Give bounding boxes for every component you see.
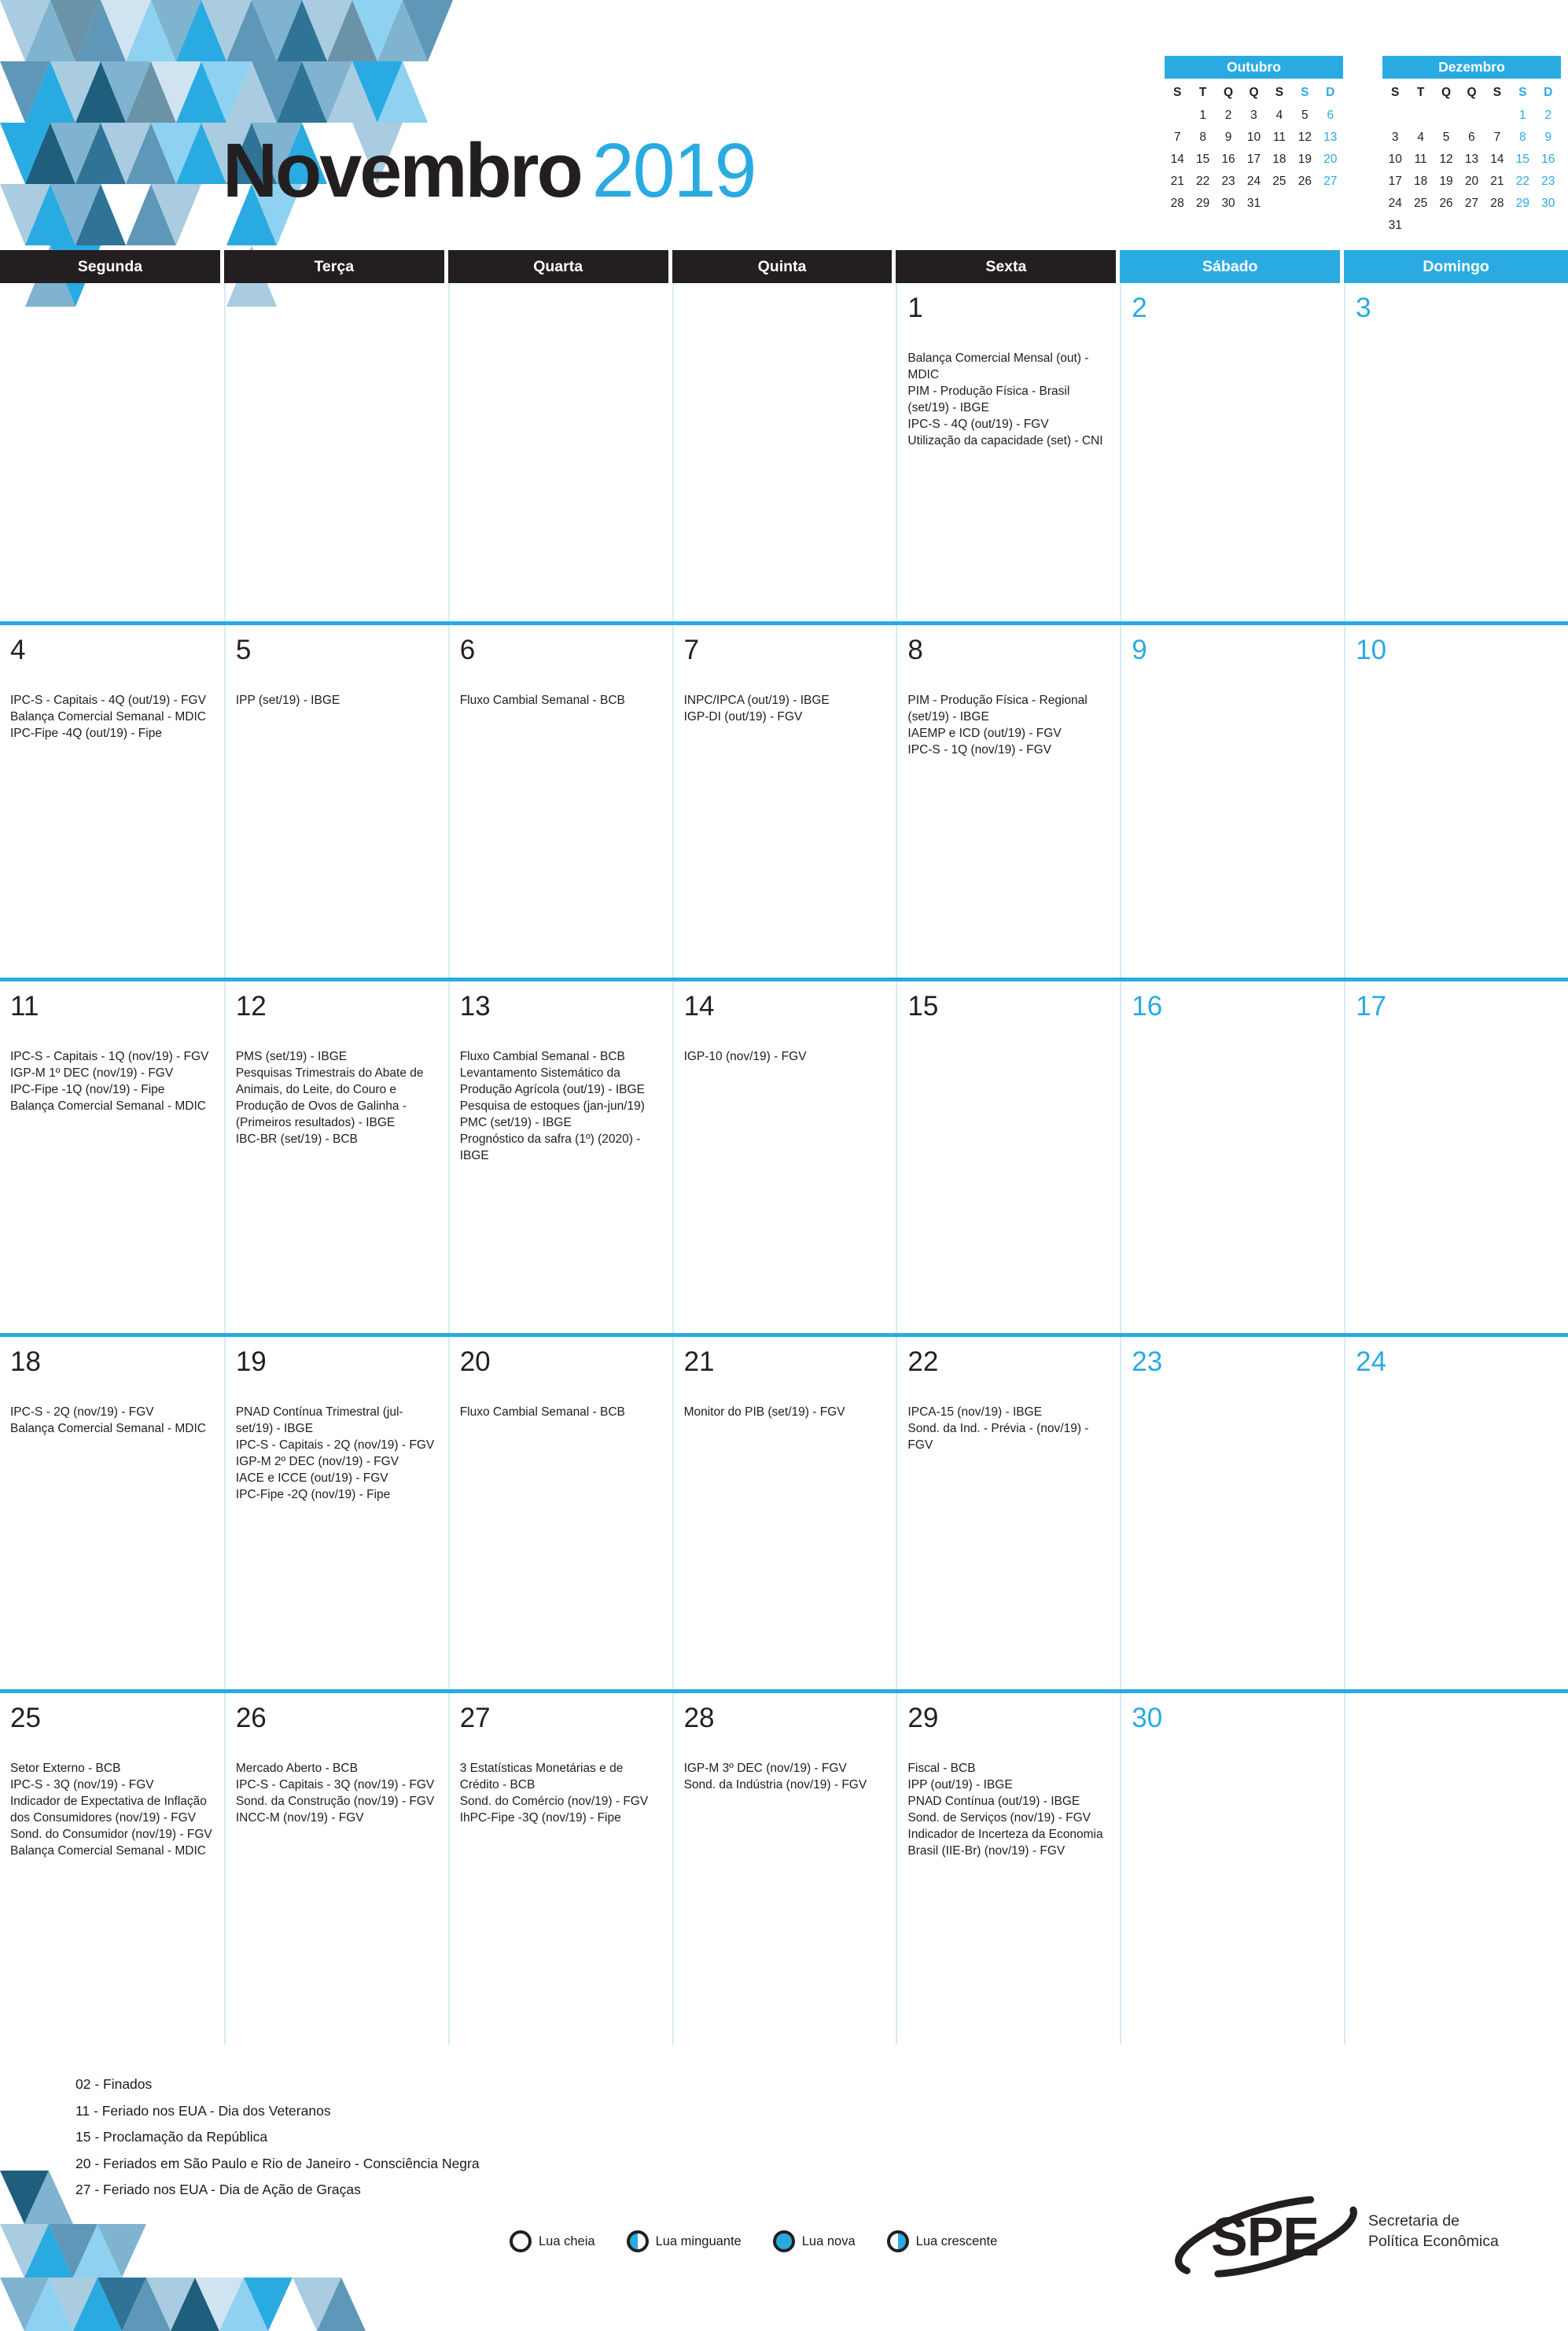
mini-date: 30 (1541, 197, 1555, 210)
event-item: IhPC-Fipe -3Q (nov/19) - Fipe (459, 1811, 621, 1825)
mini-date (1485, 105, 1510, 127)
year-title: 2019 (591, 127, 756, 213)
day-events (907, 1404, 1112, 1453)
event-item: IPCA-15 (nov/19) - IBGE (907, 1405, 1042, 1419)
event-item: Monitor do PIB (set/19) - FGV (683, 1405, 845, 1419)
event-item: IPC-Fipe -2Q (nov/19) - Fipe (235, 1488, 391, 1502)
mini-date: 22 (1515, 175, 1529, 188)
day-number: 16 (1132, 991, 1163, 1022)
moon-new-icon (773, 2230, 795, 2252)
event-item: IPP (out/19) - IBGE (907, 1778, 1013, 1792)
event-item: Indicador de Incerteza da Economia Brasil (IIE-Br) (nov/19) - FGV (907, 1828, 1103, 1858)
holiday-note: 11 - Feriado nos EUA - Dia dos Veteranos (75, 2102, 331, 2119)
moon-phase-legend (510, 2230, 997, 2252)
event-item: Sond. da Construção (nov/19) - FGV (235, 1795, 435, 1809)
event-item: INPC/IPCA (out/19) - IBGE (683, 694, 830, 707)
event-item: Utilização da capacidade (set) - CNI (907, 434, 1103, 448)
mini-date: 4 (1417, 131, 1424, 144)
day-cell-9 (1120, 625, 1344, 978)
mini-date: 6 (1468, 131, 1475, 144)
event-item: Sond. da Ind. - Prévia - (nov/19) - FGV (907, 1422, 1089, 1453)
day-number: 26 (235, 1703, 267, 1733)
mini-calendar-grid (1165, 81, 1343, 215)
day-events (236, 1404, 440, 1503)
day-number: 28 (683, 1703, 715, 1733)
day-cell-19 (224, 1337, 448, 1689)
weekday-header-row (0, 250, 1568, 283)
mini-date: 11 (1414, 153, 1427, 166)
mini-weekday-letter: S (1518, 86, 1527, 99)
event-item: Prognóstico da safra (1º) (2020) - IBGE (459, 1132, 641, 1163)
event-item: PIM - Produção Física - Brasil (set/19) - IBGE (907, 385, 1070, 415)
day-events (236, 692, 440, 709)
mini-date: 18 (1414, 175, 1428, 188)
mini-date: 21 (1490, 175, 1504, 188)
mini-date: 8 (1519, 131, 1526, 144)
day-cell-12 (224, 981, 448, 1333)
mini-weekday-letter: T (1416, 86, 1425, 99)
mini-date: 16 (1221, 153, 1235, 166)
day-cell-27 (448, 1693, 672, 2045)
mini-weekday-letter: D (1544, 86, 1553, 99)
event-item: Balança Comercial Semanal - MDIC (10, 1099, 206, 1114)
event-item: IPC-S - Capitais - 3Q (nov/19) - FGV (235, 1778, 435, 1792)
mini-date: 3 (1391, 131, 1399, 144)
moon-label: Lua crescente (915, 2233, 998, 2248)
mini-date (1292, 193, 1317, 215)
day-number: 1 (907, 293, 923, 323)
day-cell-15 (896, 981, 1120, 1333)
day-events (236, 1048, 440, 1147)
event-item: IGP-DI (out/19) - FGV (683, 710, 803, 724)
day-cell-empty (1344, 1693, 1568, 2045)
moon-waxing-icon (887, 2230, 909, 2252)
day-number: 8 (907, 635, 923, 665)
mini-date: 18 (1272, 153, 1286, 166)
day-cell-24 (1344, 1337, 1568, 1689)
mini-date (1165, 105, 1190, 127)
mini-date: 11 (1272, 131, 1286, 144)
event-item: PMS (set/19) - IBGE (235, 1050, 348, 1063)
event-item: IGP-10 (nov/19) - FGV (683, 1050, 807, 1063)
day-cell-25 (0, 1693, 224, 2045)
event-item: Fluxo Cambial Semanal - BCB (459, 1050, 625, 1063)
mini-date: 14 (1170, 153, 1184, 166)
mini-date: 15 (1196, 153, 1210, 166)
event-item: IGP-M 3º DEC (nov/19) - FGV (683, 1762, 847, 1775)
event-item: Sond. da Indústria (nov/19) - FGV (683, 1778, 867, 1792)
mini-date (1408, 105, 1433, 127)
day-number: 30 (1132, 1703, 1163, 1733)
day-cell-3 (1344, 283, 1568, 621)
mini-date: 27 (1464, 197, 1479, 210)
mini-date: 1 (1199, 109, 1206, 122)
event-item: IPC-S - 4Q (out/19) - FGV (907, 418, 1049, 432)
day-number: 2 (1132, 293, 1147, 323)
mini-date: 10 (1246, 131, 1261, 144)
event-item: Balança Comercial Semanal - MDIC (10, 1844, 206, 1858)
mini-weekday-letter: T (1198, 86, 1207, 99)
spe-logo-subtitle-line1: Secretaria de (1368, 2212, 1459, 2230)
mini-date: 12 (1439, 153, 1453, 166)
day-number: 15 (907, 991, 939, 1022)
mini-date (1510, 215, 1535, 237)
holiday-note: 27 - Feriado nos EUA - Dia de Ação de Graças (75, 2182, 361, 2197)
day-cell-2 (1120, 283, 1344, 621)
mini-date (1318, 193, 1343, 215)
mini-date: 20 (1464, 175, 1479, 188)
event-item: Mercado Aberto - BCB (235, 1762, 358, 1775)
moon-label: Lua nova (801, 2233, 856, 2248)
day-events (10, 1404, 216, 1437)
mini-date: 2 (1224, 109, 1232, 122)
day-number: 13 (459, 991, 491, 1022)
day-number: 23 (1132, 1346, 1163, 1377)
event-item: Pesquisas Trimestrais do Abate de Animais, do Leite, do Couro e Produção de Ovos de Galinha - (Primeiros resultados) - IBGE (235, 1066, 424, 1130)
page-title (223, 127, 756, 213)
day-events (684, 1760, 889, 1793)
mini-calendar-dezembro (1382, 56, 1561, 237)
mini-date: 31 (1388, 219, 1402, 232)
moon-legend-item (887, 2230, 998, 2252)
day-cell-11 (0, 981, 224, 1333)
day-cell-17 (1344, 981, 1568, 1333)
day-number: 19 (235, 1346, 267, 1377)
event-item: IACE e ICCE (out/19) - FGV (235, 1471, 388, 1486)
day-events (907, 1760, 1112, 1859)
mini-date: 13 (1464, 153, 1479, 166)
mini-date: 21 (1170, 175, 1184, 188)
mini-weekday-letter: D (1326, 86, 1335, 99)
moon-legend-item (510, 2230, 595, 2252)
day-cell-30 (1120, 1693, 1344, 2045)
day-number: 6 (459, 635, 476, 665)
day-cell-16 (1120, 981, 1344, 1333)
moon-legend-item (627, 2230, 742, 2252)
event-item: Fluxo Cambial Semanal - BCB (459, 1405, 625, 1419)
day-number: 24 (1356, 1346, 1387, 1377)
mini-weekday-letter: S (1301, 86, 1309, 99)
moon-label: Lua minguante (655, 2233, 742, 2248)
day-cell-5 (224, 625, 448, 978)
day-cell-14 (672, 981, 896, 1333)
day-number: 25 (10, 1703, 41, 1733)
spe-logo-subtitle-line2: Política Econômica (1368, 2233, 1499, 2250)
mini-weekday-letter: Q (1249, 86, 1259, 99)
day-cell-6 (448, 625, 672, 978)
moon-full-icon (510, 2230, 532, 2252)
mini-date (1434, 105, 1459, 127)
mini-date: 23 (1221, 175, 1235, 188)
moon-label: Lua cheia (539, 2233, 595, 2248)
mini-date: 24 (1246, 175, 1261, 188)
day-number: 12 (235, 991, 267, 1022)
mini-date: 28 (1170, 197, 1184, 210)
event-item: Indicador de Expectativa de Inflação dos Consumidores (nov/19) - FGV (10, 1795, 207, 1825)
day-number: 10 (1356, 635, 1387, 665)
day-events (10, 1048, 216, 1114)
spe-logo-graphic (1165, 2180, 1527, 2290)
mini-date: 13 (1323, 131, 1338, 144)
event-item: IPC-S - 2Q (nov/19) - FGV (10, 1405, 154, 1419)
mini-date: 27 (1323, 175, 1338, 188)
event-item: INCC-M (nov/19) - FGV (235, 1811, 364, 1825)
mini-date: 22 (1196, 175, 1210, 188)
weekday-header-quarta: Quarta (448, 250, 672, 283)
mini-date: 17 (1388, 175, 1402, 188)
day-number: 17 (1356, 991, 1387, 1022)
day-number: 18 (10, 1346, 41, 1377)
day-cell-20 (448, 1337, 672, 1689)
day-cell-10 (1344, 625, 1568, 978)
day-number: 4 (10, 635, 26, 665)
mini-date: 8 (1199, 131, 1206, 144)
mini-weekday-letter: Q (1224, 86, 1234, 99)
mini-date: 26 (1297, 175, 1312, 188)
mini-date: 20 (1323, 153, 1338, 166)
holiday-note: 15 - Proclamação da República (75, 2129, 268, 2145)
mini-date: 25 (1414, 197, 1428, 210)
event-item: Pesquisa de estoques (jan-jun/19) (459, 1099, 645, 1114)
mini-date (1459, 215, 1484, 237)
mini-date: 5 (1301, 109, 1309, 122)
mini-date: 28 (1490, 197, 1504, 210)
day-cell-empty (448, 283, 672, 621)
mini-date: 9 (1224, 131, 1232, 144)
day-cell-29 (896, 1693, 1120, 2045)
event-item: IPC-S - 1Q (nov/19) - FGV (907, 743, 1052, 757)
mini-date (1434, 215, 1459, 237)
mini-date: 14 (1490, 153, 1504, 166)
event-item: IPC-S - Capitais - 2Q (nov/19) - FGV (235, 1438, 435, 1453)
day-cell-23 (1120, 1337, 1344, 1689)
day-events (460, 1048, 664, 1165)
mini-weekday-letter: Q (1467, 86, 1477, 99)
holiday-note: 20 - Feriados em São Paulo e Rio de Janeiro - Consciência Negra (75, 2155, 480, 2171)
event-item: Balança Comercial Semanal - MDIC (10, 1422, 206, 1436)
day-cell-28 (672, 1693, 896, 2045)
weekday-header-sexta: Sexta (896, 250, 1120, 283)
day-events (684, 692, 889, 725)
mini-date (1485, 215, 1510, 237)
event-item: PNAD Contínua Trimestral (jul-set/19) - IBGE (235, 1405, 403, 1436)
day-cell-empty (224, 283, 448, 621)
day-cell-21 (672, 1337, 896, 1689)
event-item: Fluxo Cambial Semanal - BCB (459, 694, 625, 707)
mini-date: 15 (1515, 153, 1529, 166)
event-item: IPC-Fipe -4Q (out/19) - Fipe (10, 727, 162, 741)
mini-date: 10 (1388, 153, 1402, 166)
mini-weekday-letter: Q (1441, 86, 1452, 99)
day-number: 3 (1356, 293, 1371, 323)
event-item: IGP-M 1º DEC (nov/19) - FGV (10, 1066, 174, 1081)
day-cell-empty (0, 283, 224, 621)
mini-date (1536, 215, 1561, 237)
mini-date: 5 (1442, 131, 1450, 144)
day-number: 22 (907, 1346, 939, 1377)
mini-date: 6 (1327, 109, 1334, 122)
day-events (684, 1404, 889, 1420)
mini-calendar-title: Dezembro (1382, 56, 1561, 79)
mini-date: 16 (1541, 153, 1555, 166)
month-title: Novembro (223, 127, 581, 213)
mini-date: 2 (1544, 109, 1552, 122)
day-events (10, 1760, 216, 1859)
mini-weekday-letter: S (1173, 86, 1182, 99)
day-number: 11 (10, 991, 39, 1022)
event-item: Levantamento Sistemático da Produção Agrícola (out/19) - IBGE (459, 1066, 645, 1097)
day-events (460, 692, 664, 709)
event-item: IPP (set/19) - IBGE (235, 694, 340, 707)
day-number: 9 (1132, 635, 1147, 665)
day-cell-22 (896, 1337, 1120, 1689)
event-item: IPC-S - Capitais - 4Q (out/19) - FGV (10, 694, 206, 707)
spe-logo (1165, 2180, 1527, 2294)
mini-date (1408, 215, 1433, 237)
day-number: 21 (683, 1346, 715, 1377)
event-item: Fiscal - BCB (907, 1762, 976, 1775)
mini-date: 24 (1388, 197, 1402, 210)
day-cell-8 (896, 625, 1120, 978)
holiday-note: 02 - Finados (75, 2076, 153, 2092)
week-row (0, 621, 1568, 978)
mini-weekday-letter: S (1391, 86, 1400, 99)
event-item: IAEMP e ICD (out/19) - FGV (907, 727, 1062, 741)
day-events (907, 692, 1112, 758)
event-item: IPC-S - 3Q (nov/19) - FGV (10, 1778, 154, 1792)
day-cell-1 (896, 283, 1120, 621)
mini-date: 17 (1246, 153, 1261, 166)
mini-calendar-grid (1382, 81, 1561, 237)
spe-logo-text: SPE (1211, 2206, 1320, 2267)
day-number: 29 (907, 1703, 939, 1733)
day-number: 5 (235, 635, 252, 665)
day-cell-18 (0, 1337, 224, 1689)
event-item: IGP-M 2º DEC (nov/19) - FGV (235, 1455, 399, 1469)
event-item: PIM - Produção Física - Regional (set/19) - IBGE (907, 694, 1088, 724)
event-item: Balança Comercial Semanal - MDIC (10, 710, 206, 724)
mini-weekday-letter: S (1493, 86, 1502, 99)
day-number: 14 (683, 991, 715, 1022)
mini-date: 31 (1246, 197, 1261, 210)
weekday-header-domingo: Domingo (1344, 250, 1568, 283)
day-events (907, 350, 1112, 449)
mini-date: 19 (1439, 175, 1453, 188)
triangle-mosaic-decoration-bottom (0, 2171, 370, 2331)
mini-calendars (1165, 56, 1561, 237)
mini-date: 7 (1493, 131, 1501, 144)
mini-weekday-letter: S (1275, 86, 1284, 99)
event-item: IPC-S - Capitais - 1Q (nov/19) - FGV (10, 1050, 209, 1063)
day-cell-4 (0, 625, 224, 978)
calendar-grid (0, 283, 1568, 2045)
mini-date: 29 (1196, 197, 1210, 210)
event-item: Sond. de Serviços (nov/19) - FGV (907, 1811, 1091, 1825)
mini-date (1382, 105, 1408, 127)
moon-waning-icon (627, 2230, 649, 2252)
mini-date: 29 (1515, 197, 1529, 210)
week-row (0, 1689, 1568, 2045)
mini-date: 12 (1297, 131, 1312, 144)
mini-date (1267, 193, 1292, 215)
event-item: 3 Estatísticas Monetárias e de Crédito - BCB (459, 1762, 624, 1792)
event-item: IBC-BR (set/19) - BCB (235, 1132, 358, 1147)
mini-date: 1 (1519, 109, 1526, 122)
moon-legend-item (773, 2230, 856, 2252)
mini-calendar-title: Outubro (1165, 56, 1343, 79)
day-events (684, 1048, 889, 1065)
day-number: 20 (459, 1346, 491, 1377)
day-number: 27 (459, 1703, 491, 1733)
event-item: PNAD Contínua (out/19) - IBGE (907, 1795, 1080, 1809)
mini-calendar-outubro (1165, 56, 1343, 237)
mini-date (1459, 105, 1484, 127)
mini-date: 26 (1439, 197, 1453, 210)
event-item: Setor Externo - BCB (10, 1762, 121, 1775)
weekday-header-quinta: Quinta (672, 250, 896, 283)
mini-date: 9 (1544, 131, 1552, 144)
week-row (0, 978, 1568, 1333)
day-cell-26 (224, 1693, 448, 2045)
mini-date: 19 (1297, 153, 1312, 166)
day-number: 7 (683, 635, 700, 665)
event-item: Balança Comercial Mensal (out) - MDIC (907, 352, 1089, 382)
day-cell-13 (448, 981, 672, 1333)
mini-date: 30 (1221, 197, 1235, 210)
mini-date: 3 (1250, 109, 1257, 122)
day-events (10, 692, 216, 742)
mini-date: 23 (1541, 175, 1555, 188)
mini-date: 25 (1272, 175, 1286, 188)
day-events (460, 1404, 664, 1420)
event-item: Sond. do Consumidor (nov/19) - FGV (10, 1828, 212, 1842)
weekday-header-segunda: Segunda (0, 250, 224, 283)
event-item: PMC (set/19) - IBGE (459, 1116, 572, 1130)
day-events (236, 1760, 440, 1826)
mini-date: 4 (1275, 109, 1283, 122)
weekday-header-sábado: Sábado (1120, 250, 1344, 283)
event-item: IPC-Fipe -1Q (nov/19) - Fipe (10, 1083, 165, 1097)
day-events (460, 1760, 664, 1826)
day-cell-empty (672, 283, 896, 621)
event-item: Sond. do Comércio (nov/19) - FGV (459, 1795, 649, 1809)
week-row (0, 283, 1568, 621)
mini-date: 7 (1173, 131, 1181, 144)
weekday-header-terça: Terça (224, 250, 448, 283)
week-row (0, 1333, 1568, 1689)
day-cell-7 (672, 625, 896, 978)
